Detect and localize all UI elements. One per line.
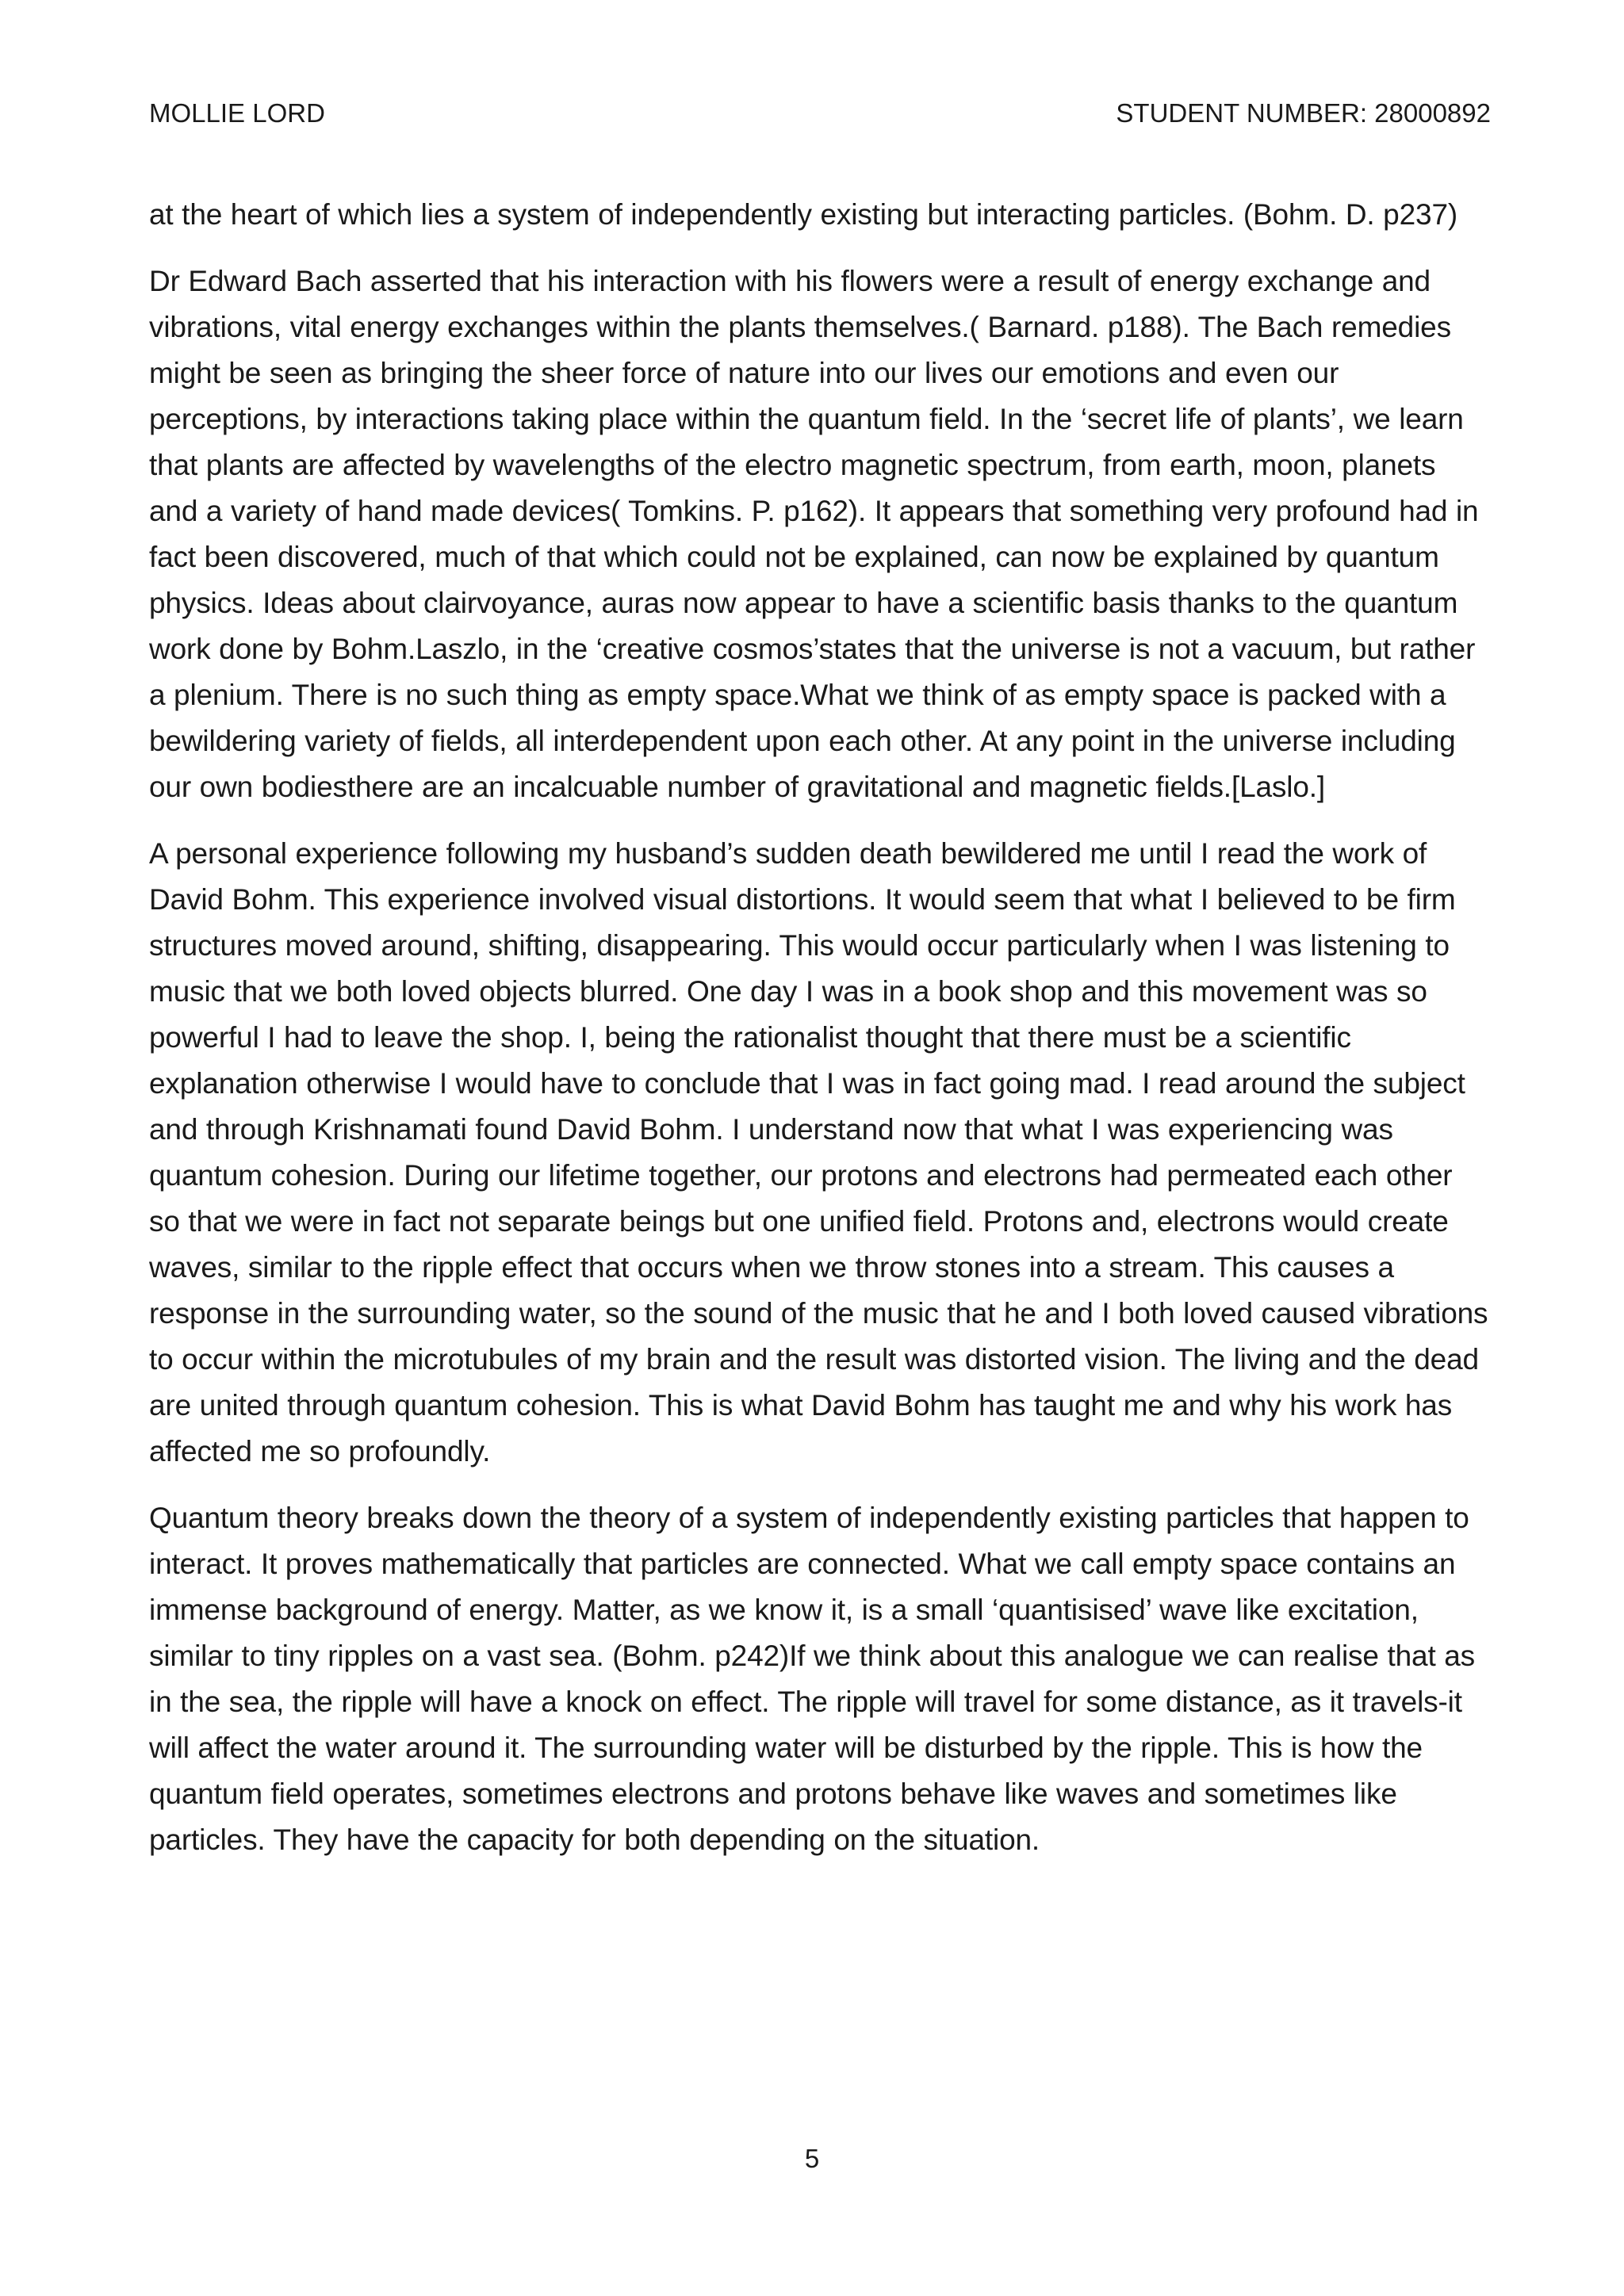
- paragraph-1: at the heart of which lies a system of independently existing but interacting particles. (Bohm. D. p237): [149, 198, 1458, 231]
- body-text: [149, 192, 1491, 1884]
- page-number: 5: [804, 2144, 820, 2173]
- paragraph-2: Dr Edward Bach asserted that his interaction with his flowers were a result of energy exchange and vibrations, vital energy exchanges within the plants themselves.( Barnard. p188). The Bach remedies might be seen as bringing the sheer force of nature into our lives our emotions and even our perceptions, by interactions taking place within the quantum field. In the ‘secret life of plants’, we learn that plants are affected by wavelengths of the electro magnetic spectrum, from earth, moon, planets and a variety of hand made devices( Tomkins. P. p162). It appears that something very profound had in fact been discovered, much of that which could not be explained, can now be explained by quantum physics. Ideas about clairvoyance, auras now appear to have a scientific basis thanks to the quantum work done by Bohm.Laszlo, in the ‘creative cosmos’states that the universe is not a vacuum, but rather a plenium. There is no such thing as empty space.What we think of as empty space is packed with a bewildering variety of fields, all interdependent upon each other. At any point in the universe including our own bodiesthere are an incalcuable number of gravitational and magnetic fields.[Laslo.]: [149, 265, 1479, 803]
- author-name: MOLLIE LORD: [149, 98, 325, 128]
- student-number: STUDENT NUMBER: 28000892: [1116, 98, 1491, 128]
- paragraph-3: A personal experience following my husband’s sudden death bewildered me until I read the work of David Bohm. This experience involved visual distortions. It would seem that what I believed to be firm structures moved around, shifting, disappearing. This would occur particularly when I was listening to music that we both loved objects blurred. One day I was in a book shop and this movement was so powerful I had to leave the shop. I, being the rationalist thought that there must be a scientific explanation otherwise I would have to conclude that I was in fact going mad. I read around the subject and through Krishnamati found David Bohm. I understand now that what I was experiencing was quantum cohesion. During our lifetime together, our protons and electrons had permeated each other so that we were in fact not separate beings but one unified field. Protons and, electrons would create waves, similar to the ripple effect that occurs when we throw stones into a stream. This causes a response in the surrounding water, so the sound of the music that he and I both loved caused vibrations to occur within the microtubules of my brain and the result was distorted vision. The living and the dead are united through quantum cohesion. This is what David Bohm has taught me and why his work has affected me so profoundly.: [149, 837, 1488, 1468]
- paragraph-4: Quantum theory breaks down the theory of a system of independently existing particles that happen to interact. It proves mathematically that particles are connected. What we call empty space contains an immense background of energy. Matter, as we know it, is a small ‘quantisised’ wave like excitation, similar to tiny ripples on a vast sea. (Bohm. p242)If we think about this analogue we can realise that as in the sea, the ripple will have a knock on effect. The ripple will travel for some distance, as it travels-it will affect the water around it. The surrounding water will be disturbed by the ripple. This is how the quantum field operates, sometimes electrons and protons behave like waves and sometimes like particles. They have the capacity for both depending on the situation.: [149, 1502, 1475, 1856]
- page-header: [149, 94, 1491, 133]
